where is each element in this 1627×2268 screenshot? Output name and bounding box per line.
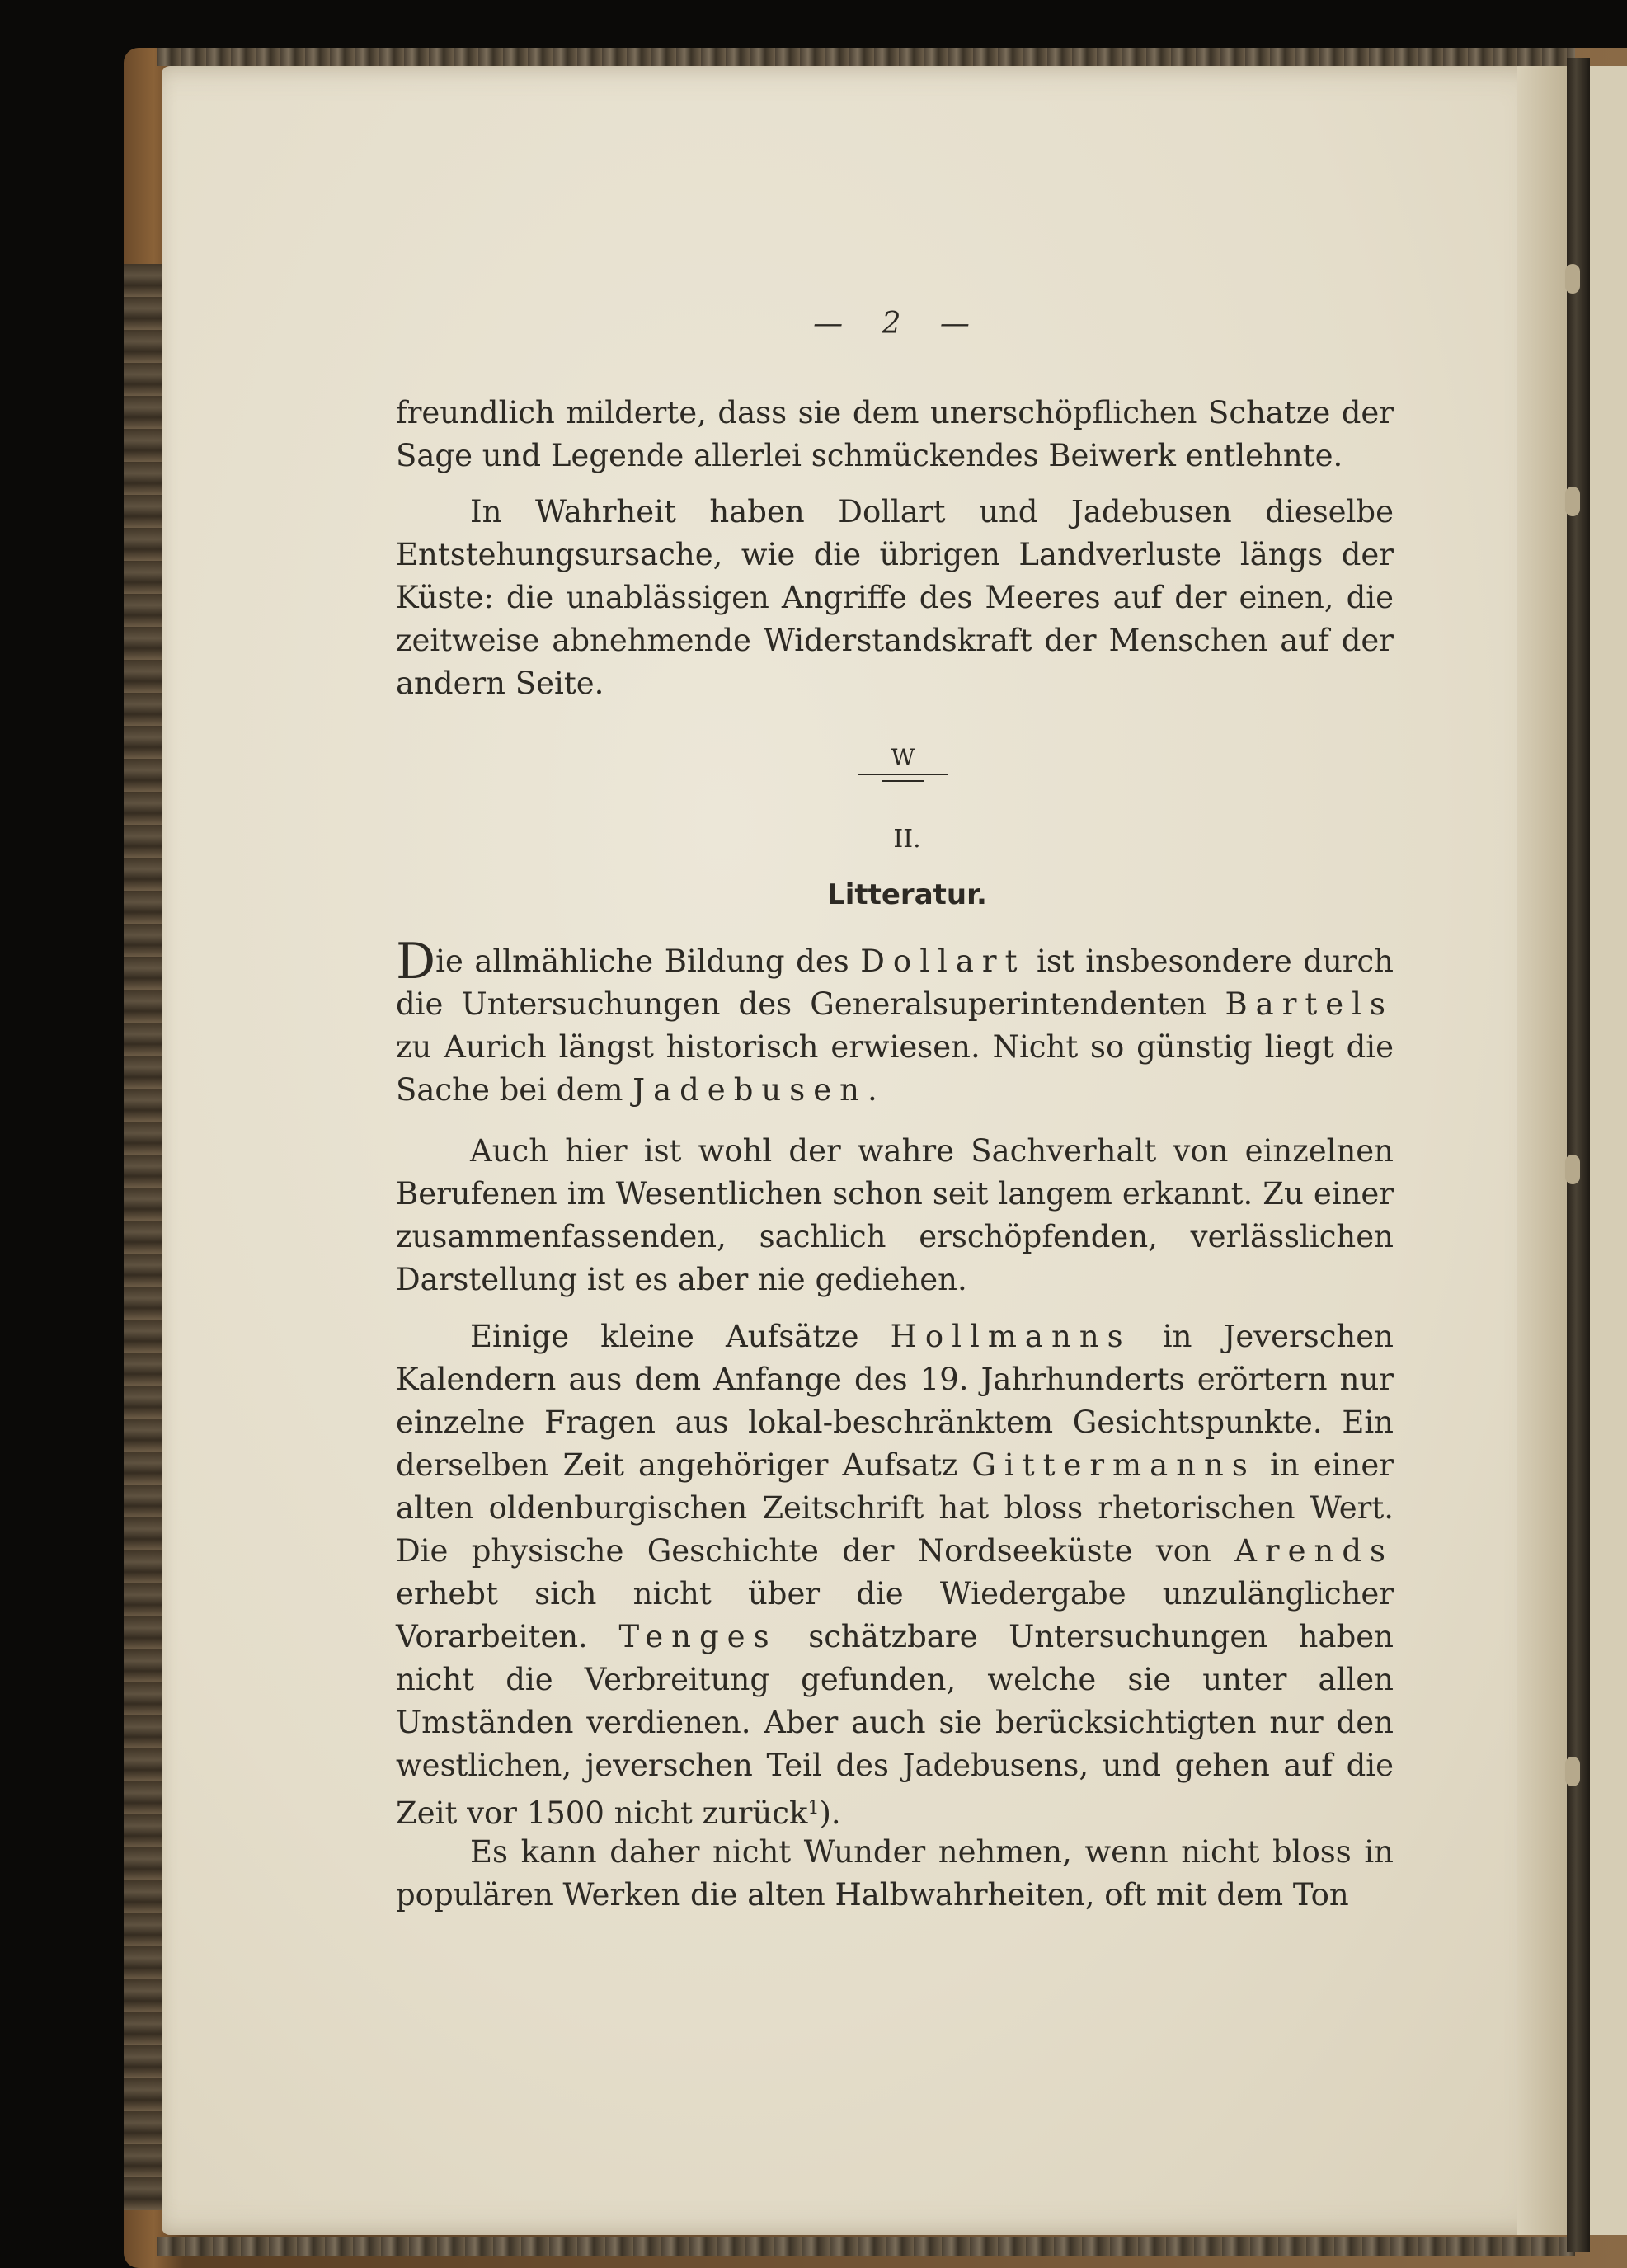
spaced-name: Tenges: [618, 1619, 778, 1654]
paragraph-text: freundlich milderte, dass sie dem unerschöpflichen Schatze der Sage und Legende allerlei schmückendes Beiwerk entlehnte.: [396, 395, 1394, 473]
text-run: schätzbare Untersuchungen haben nicht die Verbreitung gefunden, welche sie unter allen Umständen verdienen. Aber auch sie berücksichtigten nur den westlichen, jeverschen Teil des Jadebusens, und gehen auf die Zeit vor 1500 nicht zurück: [396, 1619, 1394, 1831]
binding-stitch: [1565, 1757, 1580, 1786]
paragraph-conclusion: [396, 1831, 1394, 1917]
paragraph-origin: [396, 491, 1394, 705]
ornament-rule: [858, 774, 948, 775]
footnote-marker: 1: [807, 1798, 820, 1819]
binding-stitch: [1565, 487, 1580, 516]
spaced-name: Hollmanns: [890, 1319, 1131, 1354]
facing-page-sliver: [1590, 66, 1627, 2235]
section-title: Litteratur.: [827, 878, 987, 911]
text-run: zu Aurich längst historisch erwiesen. Nicht so günstig liegt die Sache bei dem: [396, 1029, 1394, 1108]
text-run: ie allmähliche Bildung des: [435, 943, 861, 979]
text-run: Einige kleine Aufsätze: [470, 1319, 891, 1354]
spaced-name: Arends: [1234, 1533, 1394, 1569]
text-run: .: [867, 1072, 877, 1108]
paragraph-text: Auch hier ist wohl der wahre Sachverhalt von einzelnen Berufenen im Wesentlichen schon seit langem erkannt. Zu einer zusammenfassenden, sachlich erschöpfenden, verlässlichen Darstellung ist es aber nie gediehen.: [396, 1133, 1394, 1297]
spaced-name: Jadebusen: [632, 1072, 868, 1108]
top-board-edge: [157, 48, 1575, 66]
drop-capital: D: [396, 933, 436, 990]
text-run: ist insbesondere durch die Untersuchungen des Generalsuperintendenten: [396, 943, 1394, 1022]
paragraph-text: In Wahrheit haben Dollart und Jadebusen dieselbe Entstehungsursache, wie die übrigen Landverluste längs der Küste: die unablässigen Angriffe des Meeres auf der einen, die zeitweise abnehmende Widerstandskraft der Menschen auf der andern Seite.: [396, 494, 1394, 701]
text-run: in einer alten oldenburgischen Zeitschrift hat bloss rhetorischen Wert. Die physische Geschichte der Nordseeküste von: [396, 1447, 1394, 1569]
text-run: in Jeverschen Kalendern aus dem Anfange des 19. Jahrhunderts erörtern nur einzelne Fragen aus lokal-beschränktem Gesichtspunkte. Ein derselben Zeit angehöriger Aufsatz: [396, 1319, 1394, 1483]
page-number: — 2 —: [813, 307, 985, 341]
paragraph-literature: [396, 1315, 1394, 1835]
paragraph-text: [396, 1315, 1394, 1835]
binding-stitch: [1565, 264, 1580, 294]
page-gutter: [1517, 66, 1567, 2235]
text-run: ).: [819, 1795, 841, 1831]
spaced-name: Gittermanns: [971, 1447, 1256, 1483]
section-number: II.: [893, 825, 921, 854]
paragraph-continued: [396, 392, 1394, 478]
spaced-name: Dollart: [860, 943, 1026, 979]
binding-stitch: [1565, 1155, 1580, 1184]
ornament-glyph: W: [891, 744, 915, 771]
paragraph-text: [396, 933, 1394, 1112]
bottom-board-edge: [157, 2237, 1575, 2256]
spaced-name: Bartels: [1225, 986, 1394, 1022]
paragraph-text: Es kann daher nicht Wunder nehmen, wenn nicht bloss in populären Werken die alten Halbwahrheiten, oft mit dem Ton: [396, 1834, 1394, 1913]
text-run: erhebt sich nicht über die Wiedergabe unzulänglicher Vorarbeiten.: [396, 1576, 1394, 1654]
ornament-rule: [882, 780, 924, 782]
paragraph-dollart: [396, 933, 1394, 1112]
marbled-board-edge: [124, 264, 163, 2210]
section-divider-ornament: [858, 744, 948, 774]
paragraph-sachverhalt: [396, 1130, 1394, 1301]
